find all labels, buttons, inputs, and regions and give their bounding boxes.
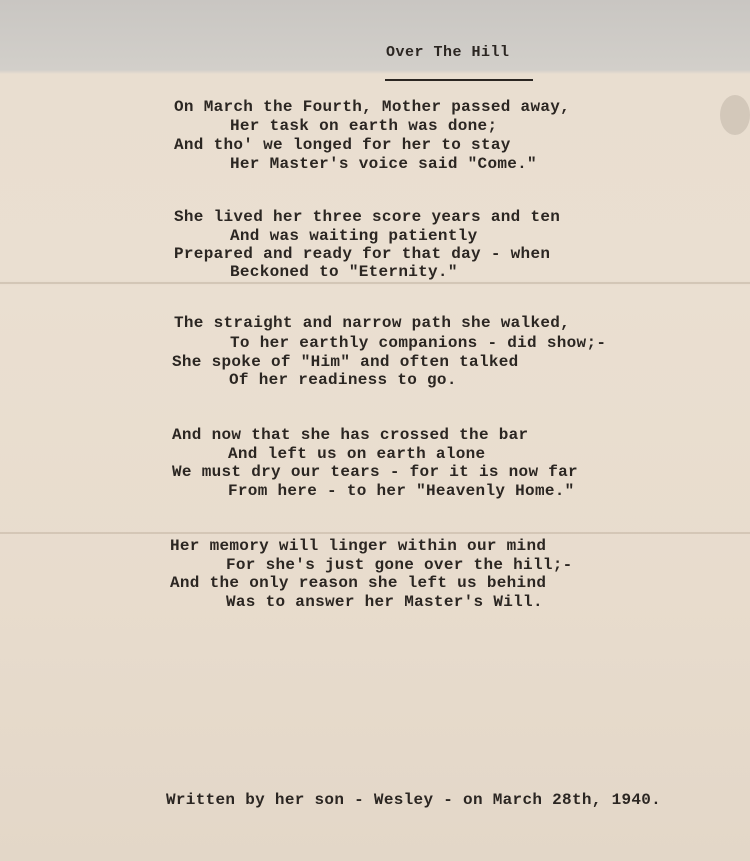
author-signoff: Written by her son - Wesley - on March 28th, 1940. [166,791,662,809]
poem-title: Over The Hill [386,44,510,61]
paper-stain [720,95,750,135]
poem-line: Prepared and ready for that day - when [174,245,551,263]
poem-line: On March the Fourth, Mother passed away, [174,98,571,116]
poem-line: She lived her three score years and ten [174,208,561,226]
poem-line: From here - to her "Heavenly Home." [228,482,575,500]
poem-line: And left us on earth alone [228,445,486,463]
poem-line: And the only reason she left us behind [170,574,547,592]
poem-line: We must dry our tears - for it is now far [172,463,578,481]
poem-line: Of her readiness to go. [229,371,457,389]
poem-line: The straight and narrow path she walked, [174,314,571,332]
paper-fold [0,282,750,284]
poem-line: Beckoned to "Eternity." [230,263,458,281]
poem-line: Was to answer her Master's Will. [226,593,543,611]
poem-line: Her Master's voice said "Come." [230,155,537,173]
poem-line: To her earthly companions - did show;- [230,334,607,352]
poem-line: And tho' we longed for her to stay [174,136,511,154]
poem-line: She spoke of "Him" and often talked [172,353,519,371]
paper-fold [0,532,750,534]
poem-line: Her memory will linger within our mind [170,537,547,555]
poem-line: And now that she has crossed the bar [172,426,529,444]
title-underline [385,79,533,81]
poem-line: Her task on earth was done; [230,117,498,135]
poem-line: For she's just gone over the hill;- [226,556,573,574]
poem-line: And was waiting patiently [230,227,478,245]
